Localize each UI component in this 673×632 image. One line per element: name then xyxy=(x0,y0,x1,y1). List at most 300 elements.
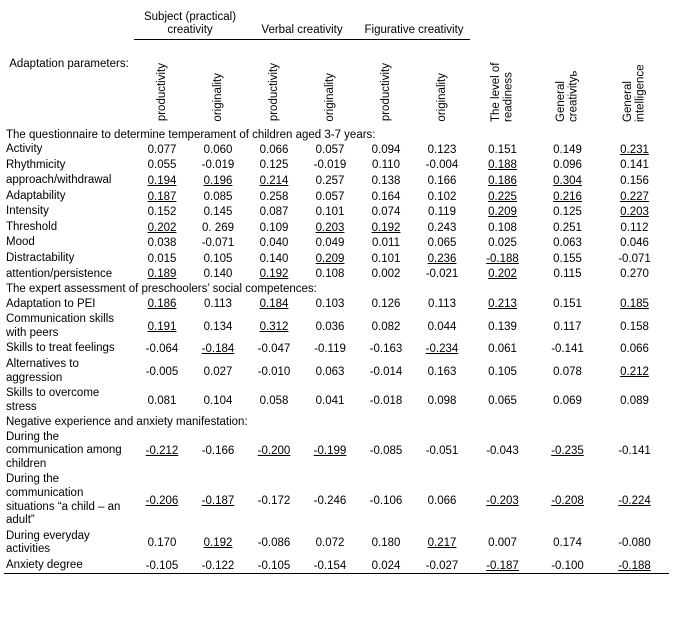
data-cell xyxy=(600,472,669,528)
table-row xyxy=(4,558,669,574)
data-cell xyxy=(302,297,358,313)
data-cell xyxy=(358,235,414,251)
column-header xyxy=(246,40,302,128)
row-label: Skills to treat feelings xyxy=(6,342,115,355)
row-label: During everyday activities xyxy=(6,529,90,556)
data-cell xyxy=(470,158,535,174)
data-cell xyxy=(470,267,535,283)
data-cell xyxy=(302,235,358,251)
data-cell xyxy=(246,267,302,283)
data-value: 0.258 xyxy=(259,190,289,203)
data-value: 0.015 xyxy=(147,252,177,265)
data-cell xyxy=(414,529,470,558)
data-value: 0.216 xyxy=(553,190,582,203)
data-cell xyxy=(414,312,470,341)
data-value: 0.063 xyxy=(315,365,345,378)
data-value: -0.051 xyxy=(425,445,459,458)
data-cell xyxy=(414,220,470,236)
data-cell xyxy=(302,341,358,357)
data-value: 0.115 xyxy=(553,268,582,281)
data-value: -0.021 xyxy=(425,268,459,281)
data-cell xyxy=(600,341,669,357)
data-value: -0.019 xyxy=(313,159,347,172)
data-cell xyxy=(535,204,600,220)
row-label: During the communication among children xyxy=(6,430,122,470)
data-value: 0.243 xyxy=(427,221,457,234)
data-value: 0.011 xyxy=(372,237,400,250)
data-cell xyxy=(302,204,358,220)
data-value: -0.005 xyxy=(145,365,179,378)
data-cell xyxy=(535,173,600,189)
data-value: 0.096 xyxy=(553,159,582,172)
data-value: 0.125 xyxy=(553,206,582,219)
data-cell xyxy=(600,386,669,415)
data-cell xyxy=(302,472,358,528)
data-cell xyxy=(246,558,302,574)
data-value: 0.155 xyxy=(553,252,582,265)
table-header xyxy=(4,0,669,128)
data-value: 0.007 xyxy=(488,537,517,550)
data-cell xyxy=(134,189,190,205)
data-cell xyxy=(246,204,302,220)
data-value: -0.187 xyxy=(201,494,235,507)
data-cell xyxy=(470,297,535,313)
data-cell xyxy=(535,235,600,251)
data-value: 0.105 xyxy=(203,252,233,265)
data-cell xyxy=(358,472,414,528)
data-value: 0.119 xyxy=(428,206,456,219)
data-value: 0.089 xyxy=(620,394,649,407)
table-row xyxy=(4,189,669,205)
data-cell xyxy=(535,251,600,267)
table-row xyxy=(4,341,669,357)
data-cell xyxy=(190,235,246,251)
data-value: 0.140 xyxy=(259,252,289,265)
data-value: 0.125 xyxy=(259,159,289,172)
data-cell xyxy=(246,312,302,341)
data-value: -0.106 xyxy=(369,494,403,507)
row-label: approach/withdrawal xyxy=(6,174,112,187)
data-value: 0.196 xyxy=(203,174,233,187)
data-value: 0.049 xyxy=(315,237,345,250)
data-value: -0.166 xyxy=(201,445,235,458)
data-value: 0.105 xyxy=(488,365,517,378)
data-value: -0.172 xyxy=(257,494,291,507)
data-value: 0.163 xyxy=(427,365,457,378)
data-cell xyxy=(358,204,414,220)
data-value: 0.077 xyxy=(147,143,177,156)
column-header xyxy=(470,40,535,128)
data-cell xyxy=(535,430,600,473)
data-value: 0.113 xyxy=(204,298,232,311)
data-cell xyxy=(246,529,302,558)
data-cell xyxy=(600,173,669,189)
data-cell xyxy=(246,220,302,236)
data-cell xyxy=(190,142,246,158)
data-cell xyxy=(470,341,535,357)
data-cell xyxy=(190,204,246,220)
data-cell xyxy=(358,430,414,473)
data-cell xyxy=(414,142,470,158)
data-cell xyxy=(414,386,470,415)
data-cell xyxy=(358,142,414,158)
data-value: 0.151 xyxy=(488,143,517,156)
row-label: Skills to overcome stress xyxy=(6,387,100,413)
column-group-header: Verbal creativity xyxy=(246,0,358,40)
data-value: 0.166 xyxy=(427,174,457,187)
data-cell xyxy=(600,558,669,574)
data-cell xyxy=(535,189,600,205)
column-group-spacer xyxy=(535,0,600,40)
data-value: 0.227 xyxy=(620,190,649,203)
data-value: 0.189 xyxy=(147,268,177,281)
data-cell xyxy=(358,312,414,341)
section-header-row xyxy=(4,128,669,143)
data-cell xyxy=(246,357,302,386)
table-row xyxy=(4,357,669,386)
data-value: 0.112 xyxy=(620,221,649,234)
table-row xyxy=(4,430,669,473)
data-cell xyxy=(600,529,669,558)
data-cell xyxy=(358,173,414,189)
data-cell xyxy=(358,386,414,415)
data-value: 0.202 xyxy=(488,268,517,281)
data-cell xyxy=(190,312,246,341)
data-value: 0.174 xyxy=(553,537,582,550)
data-value: 0.149 xyxy=(553,143,582,156)
data-cell xyxy=(358,558,414,574)
data-cell xyxy=(600,357,669,386)
data-value: 0.066 xyxy=(620,343,649,356)
data-value: 0.164 xyxy=(371,190,401,203)
data-value: -0.200 xyxy=(257,445,291,458)
data-value: 0.057 xyxy=(315,190,345,203)
data-cell xyxy=(134,312,190,341)
data-value: 0.152 xyxy=(147,206,177,219)
column-header-label: productivity xyxy=(155,63,168,122)
data-value: -0.208 xyxy=(551,494,584,507)
table-row xyxy=(4,386,669,415)
data-value: 0.225 xyxy=(488,190,517,203)
data-value: -0.141 xyxy=(551,343,584,356)
data-value: 0.140 xyxy=(203,268,233,281)
data-cell xyxy=(134,386,190,415)
data-value: 0.257 xyxy=(315,174,345,187)
data-cell xyxy=(134,251,190,267)
data-value: 0.156 xyxy=(620,174,649,187)
row-label: Rhythmicity xyxy=(6,158,66,171)
row-label: During the communication situations “a child – an adult” xyxy=(6,473,121,527)
data-cell xyxy=(190,189,246,205)
data-value: 0.217 xyxy=(427,537,457,550)
data-cell xyxy=(134,430,190,473)
data-cell xyxy=(302,386,358,415)
data-value: 0.141 xyxy=(620,159,649,172)
data-value: 0.108 xyxy=(488,221,517,234)
data-cell xyxy=(535,529,600,558)
data-cell xyxy=(358,529,414,558)
data-cell xyxy=(414,297,470,313)
column-header-label: General creativityь xyxy=(554,70,580,122)
data-cell xyxy=(535,297,600,313)
table-row xyxy=(4,297,669,313)
data-value: 0.046 xyxy=(620,237,649,250)
data-value: 0.027 xyxy=(203,365,233,378)
data-value: 0.101 xyxy=(315,206,345,219)
column-group-header: Figurative creativity xyxy=(358,0,470,40)
data-cell xyxy=(470,220,535,236)
data-value: -0.154 xyxy=(313,559,347,572)
data-value: 0.058 xyxy=(259,394,289,407)
data-value: -0.071 xyxy=(618,252,651,265)
data-cell xyxy=(302,142,358,158)
data-cell xyxy=(302,220,358,236)
data-cell xyxy=(470,173,535,189)
column-group-header: Subject (practical) creativity xyxy=(134,0,246,40)
data-cell xyxy=(535,158,600,174)
data-cell xyxy=(246,189,302,205)
data-cell xyxy=(246,235,302,251)
data-value: 0.123 xyxy=(427,143,457,156)
data-cell xyxy=(414,204,470,220)
data-value: 0.102 xyxy=(427,190,457,203)
data-cell xyxy=(535,220,600,236)
data-value: -0.047 xyxy=(257,343,291,356)
data-cell xyxy=(600,430,669,473)
data-value: 0.202 xyxy=(147,221,177,234)
data-cell xyxy=(470,558,535,574)
data-cell xyxy=(134,341,190,357)
data-cell xyxy=(470,472,535,528)
data-value: 0.066 xyxy=(259,143,289,156)
data-value: 0.061 xyxy=(488,343,517,356)
section-title: Negative experience and anxiety manifestation: xyxy=(6,416,248,429)
data-value: 0.078 xyxy=(553,365,582,378)
data-cell xyxy=(470,357,535,386)
row-label: Alternatives to aggression xyxy=(6,357,79,384)
data-value: 0.203 xyxy=(315,221,345,234)
row-label: Adaptation to PEI xyxy=(6,297,96,310)
data-value: 0.192 xyxy=(371,221,401,234)
data-cell xyxy=(358,189,414,205)
data-cell xyxy=(600,142,669,158)
data-cell xyxy=(470,142,535,158)
data-value: -0.206 xyxy=(145,494,179,507)
data-value: 0. 269 xyxy=(202,221,234,234)
column-header xyxy=(190,40,246,128)
table-row xyxy=(4,220,669,236)
data-cell xyxy=(302,558,358,574)
data-value: 0.236 xyxy=(427,252,457,265)
data-value: 0.036 xyxy=(315,320,345,333)
data-value: 0.186 xyxy=(147,298,177,311)
data-cell xyxy=(190,267,246,283)
data-value: 0.209 xyxy=(315,252,345,265)
data-value: 0.055 xyxy=(147,159,177,172)
data-value: 0.194 xyxy=(147,174,177,187)
section-title: The expert assessment of preschoolers’ social competences: xyxy=(6,283,317,296)
data-value: 0.024 xyxy=(371,559,401,572)
data-value: -0.203 xyxy=(486,494,519,507)
data-value: 0.151 xyxy=(553,298,582,311)
data-value: 0.113 xyxy=(428,298,456,311)
data-value: -0.119 xyxy=(314,343,346,356)
data-value: -0.086 xyxy=(257,537,291,550)
data-value: -0.027 xyxy=(425,559,459,572)
column-header-label: originality xyxy=(211,72,224,122)
data-cell xyxy=(535,472,600,528)
column-header-label: originality xyxy=(435,72,448,122)
data-cell xyxy=(190,341,246,357)
data-value: 0.066 xyxy=(427,494,457,507)
data-value: 0.192 xyxy=(259,268,289,281)
data-cell xyxy=(414,558,470,574)
section-header-row xyxy=(4,282,669,297)
data-value: -0.188 xyxy=(618,559,651,572)
data-cell xyxy=(134,204,190,220)
data-cell xyxy=(414,267,470,283)
data-cell xyxy=(246,430,302,473)
data-cell xyxy=(246,142,302,158)
data-value: 0.134 xyxy=(203,320,233,333)
data-value: 0.145 xyxy=(203,206,233,219)
data-value: 0.139 xyxy=(488,320,517,333)
data-value: 0.251 xyxy=(553,221,582,234)
data-value: -0.014 xyxy=(369,365,403,378)
data-value: 0.103 xyxy=(315,298,345,311)
data-value: 0.057 xyxy=(315,143,345,156)
data-value: 0.138 xyxy=(371,174,401,187)
column-header-label: productivity xyxy=(379,63,392,122)
data-cell xyxy=(190,297,246,313)
data-value: 0.069 xyxy=(553,394,582,407)
data-value: -0.100 xyxy=(551,559,584,572)
data-cell xyxy=(302,312,358,341)
data-value: 0.187 xyxy=(147,190,177,203)
data-cell xyxy=(134,235,190,251)
data-cell xyxy=(535,312,600,341)
data-value: 0.040 xyxy=(259,237,289,250)
data-value: 0.312 xyxy=(259,320,289,333)
data-value: 0.212 xyxy=(620,365,649,378)
data-value: 0.060 xyxy=(203,143,233,156)
data-value: -0.141 xyxy=(618,445,651,458)
column-header xyxy=(414,40,470,128)
data-value: 0.203 xyxy=(620,206,649,219)
data-cell xyxy=(600,267,669,283)
data-cell xyxy=(600,235,669,251)
data-cell xyxy=(302,357,358,386)
column-header-label: The level of readiness xyxy=(489,62,515,122)
data-value: 0.087 xyxy=(259,206,289,219)
data-cell xyxy=(134,158,190,174)
data-value: -0.188 xyxy=(486,252,519,265)
data-cell xyxy=(470,235,535,251)
data-cell xyxy=(358,251,414,267)
column-header xyxy=(302,40,358,128)
data-value: 0.158 xyxy=(620,320,649,333)
data-cell xyxy=(302,158,358,174)
table-row xyxy=(4,267,669,283)
data-cell xyxy=(414,430,470,473)
data-value: 0.109 xyxy=(259,221,289,234)
data-cell xyxy=(470,312,535,341)
table-row xyxy=(4,235,669,251)
data-value: 0.072 xyxy=(315,537,345,550)
table-row xyxy=(4,251,669,267)
table-row xyxy=(4,142,669,158)
data-cell xyxy=(600,312,669,341)
table-row xyxy=(4,173,669,189)
data-cell xyxy=(134,173,190,189)
row-label: Threshold xyxy=(6,220,58,233)
data-value: 0.074 xyxy=(371,206,401,219)
data-value: -0.184 xyxy=(201,343,235,356)
column-header xyxy=(535,40,600,128)
data-cell xyxy=(134,220,190,236)
data-cell xyxy=(470,430,535,473)
data-cell xyxy=(470,529,535,558)
data-cell xyxy=(470,189,535,205)
data-value: -0.234 xyxy=(425,343,459,356)
table-row xyxy=(4,204,669,220)
data-cell xyxy=(190,430,246,473)
data-cell xyxy=(302,430,358,473)
data-value: 0.041 xyxy=(315,394,345,407)
data-value: -0.019 xyxy=(201,159,235,172)
data-value: 0.025 xyxy=(488,237,517,250)
data-value: -0.122 xyxy=(201,559,235,572)
data-cell xyxy=(414,189,470,205)
data-cell xyxy=(535,386,600,415)
data-cell xyxy=(246,472,302,528)
data-value: 0.209 xyxy=(488,206,517,219)
data-value: -0.043 xyxy=(486,445,519,458)
data-cell xyxy=(190,158,246,174)
correlation-table xyxy=(4,0,669,574)
data-cell xyxy=(246,386,302,415)
column-header-label: originality xyxy=(323,72,336,122)
data-cell xyxy=(246,158,302,174)
row-label: Distractability xyxy=(6,252,75,264)
column-header xyxy=(134,40,190,128)
data-value: -0.018 xyxy=(369,394,403,407)
data-cell xyxy=(134,558,190,574)
row-label: Anxiety degree xyxy=(4,558,134,574)
data-cell xyxy=(535,558,600,574)
data-cell xyxy=(470,251,535,267)
column-header-label: General intelligence xyxy=(621,63,647,122)
data-cell xyxy=(600,189,669,205)
data-value: 0.213 xyxy=(488,298,517,311)
data-cell xyxy=(302,173,358,189)
data-cell xyxy=(600,297,669,313)
data-cell xyxy=(600,204,669,220)
data-value: -0.187 xyxy=(486,559,519,572)
data-cell xyxy=(358,341,414,357)
data-value: -0.071 xyxy=(201,237,235,250)
data-cell xyxy=(246,173,302,189)
data-cell xyxy=(358,158,414,174)
data-value: -0.199 xyxy=(313,445,347,458)
data-value: 0.038 xyxy=(147,237,177,250)
data-cell xyxy=(414,173,470,189)
data-cell xyxy=(134,267,190,283)
data-cell xyxy=(600,220,669,236)
row-label: Adaptability xyxy=(6,189,66,202)
data-cell xyxy=(134,357,190,386)
data-value: 0.081 xyxy=(147,394,177,407)
